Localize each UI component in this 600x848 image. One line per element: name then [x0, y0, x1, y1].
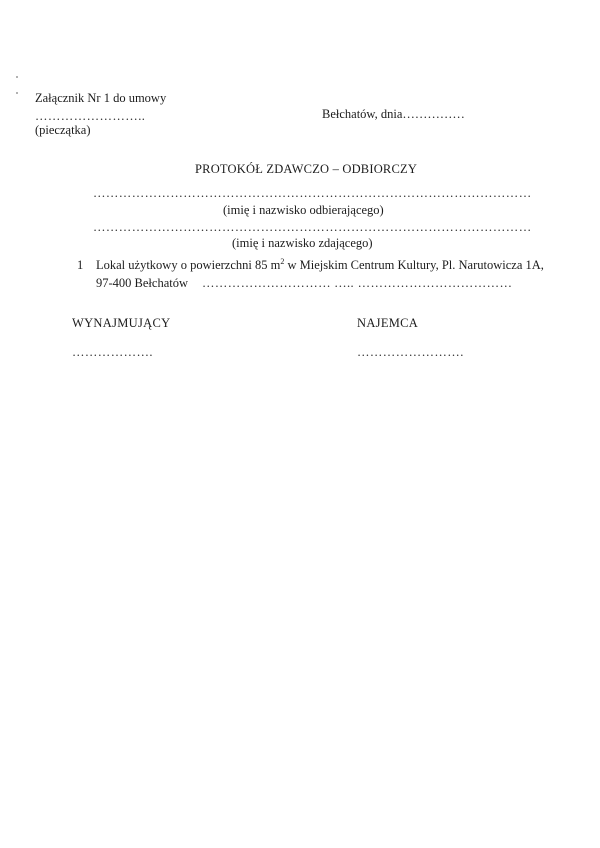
- area-unit-superscript: 2: [280, 257, 285, 266]
- item-description: [96, 258, 544, 272]
- scan-mark: [16, 92, 18, 94]
- giver-name-dots: …………………………………………………………………………………………: [93, 220, 532, 234]
- document-title: PROTOKÓŁ ZDAWCZO – ODBIORCZY: [195, 162, 418, 176]
- item-description-start: Lokal użytkowy o powierzchni 85 m: [96, 258, 281, 272]
- item-number: 1: [77, 258, 84, 272]
- scan-mark: [16, 76, 18, 78]
- receiver-name-dots: …………………………………………………………………………………………: [93, 186, 532, 200]
- item-description-end: w Miejskim Centrum Kultury, Pl. Narutowicza 1A,: [284, 258, 544, 272]
- item-city: 97-400 Bełchatów: [96, 276, 188, 290]
- stamp-dots: ……………………..: [35, 109, 146, 123]
- attachment-title: Załącznik Nr 1 do umowy: [35, 91, 167, 105]
- item-dots-a: …………………………: [202, 276, 331, 290]
- place-date: Bełchatów, dnia……………: [322, 107, 465, 121]
- stamp-label: (pieczątka): [35, 123, 91, 137]
- item-dots-b: ….. ………………………………: [334, 276, 513, 290]
- receiver-name-label: (imię i nazwisko odbierającego): [223, 203, 384, 217]
- landlord-label: WYNAJMUJĄCY: [72, 316, 171, 330]
- giver-name-label: (imię i nazwisko zdającego): [232, 236, 373, 250]
- landlord-signature-dots: ……………….: [72, 345, 153, 359]
- tenant-label: NAJEMCA: [357, 316, 419, 330]
- tenant-signature-dots: …………………….: [357, 345, 464, 359]
- item-address-line: [96, 276, 512, 290]
